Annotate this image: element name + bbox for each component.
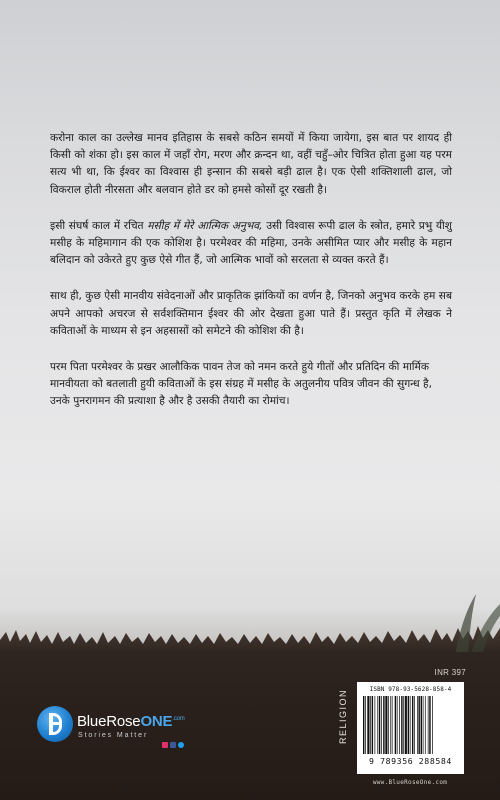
isbn-number: ISBN 978-93-5628-858-4 xyxy=(369,686,452,693)
instagram-icon xyxy=(162,742,168,748)
blurb-paragraph-1: करोना काल का उल्लेख मानव इतिहास के सबसे कठिन समयों में किया जायेगा, इस बात पर शायद ही किसी को शंका हो। इस काल में जहाँ रोग, मरण और क्रन्दन था, वहीं चहुँ–ओर चित्रित होता हुआ यह परम सत्य भी था, कि ईश्वर का विश्वास ही इन्सान की सबसे बड़ी ढाल है। एक ऐसी शक्तिशाली ढाल, जो विकराल होती नीरसता और बलवान होते डर को हमसे कोसों दूर रखती है। xyxy=(50,132,452,196)
bluerose-logo-icon xyxy=(37,706,73,742)
grass-silhouette xyxy=(0,586,500,656)
website-url: www.BlueRoseOne.com xyxy=(372,779,448,786)
genre-label xyxy=(338,688,348,745)
price-label: INR 397 xyxy=(434,668,466,677)
social-icons xyxy=(162,742,184,748)
blurb-paragraph-4: परम पिता परमेश्वर के प्रखर आलौकिक पावन तेज को नमन करते हुये गीतों और प्रतिदिन की मार्मिक मानवीयता को बतलाती हुयी कविताओं के इस संग्रह में मसीह के अतुलनीय पवित्र जीवन की सुगन्ध है, उनके पुनरागमन की प्रत्याशा है और है उसकी तैयारी का रोमांच। xyxy=(50,361,432,408)
genre-text: RELIGION xyxy=(338,688,348,744)
publisher-name xyxy=(77,713,185,730)
publisher-tagline: Stories Matter xyxy=(78,732,149,739)
publisher-name-suffix: .com xyxy=(172,716,185,722)
isbn-barcode-block xyxy=(357,682,464,774)
blurb-paragraph-2 xyxy=(50,218,452,270)
publisher-name-part1: BlueRose xyxy=(77,713,141,730)
twitter-icon xyxy=(178,742,184,748)
facebook-icon xyxy=(170,742,176,748)
barcode-graphic xyxy=(363,696,458,754)
blurb-p2-intro: इसी संघर्ष काल में रचित xyxy=(50,219,148,232)
blurb-paragraph-3: साथ ही, कुछ ऐसी मानवीय संवेदनाओं और प्राकृतिक झांकियों का वर्णन है, जिनको अनुभव करके हम सब अपने आपको अचरज से सर्वशक्तिमान ईश्वर की ओर देखता हुआ पाते हैं। प्रस्तुत कृति में लेखक ने कविताओं के माध्यम से इन अहसासों को समेटने की कोशिश की है। xyxy=(50,290,452,337)
back-cover-blurb xyxy=(50,130,452,430)
book-title-reference: मसीह में मेरे आत्मिक अनुभव, xyxy=(147,219,263,232)
publisher-name-part2: ONE xyxy=(140,713,173,730)
barcode-digits: 9 789356 288584 xyxy=(369,756,452,766)
blurb-p2-rest: उसी विश्वास रूपी ढाल के स्त्रोत, हमारे प्रभु यीशु मसीह के महिमागान की एक कोशिश है। परमेश्वर की महिमा, उनके असीमित प्यार और मसीह के महान बलिदान को उकेरते हुए कुछ ऐसे गीत हैं, जो आत्मिक भावों को सरलता से व्यक्त करते हैं। xyxy=(50,219,452,267)
publisher-logo xyxy=(37,706,197,754)
